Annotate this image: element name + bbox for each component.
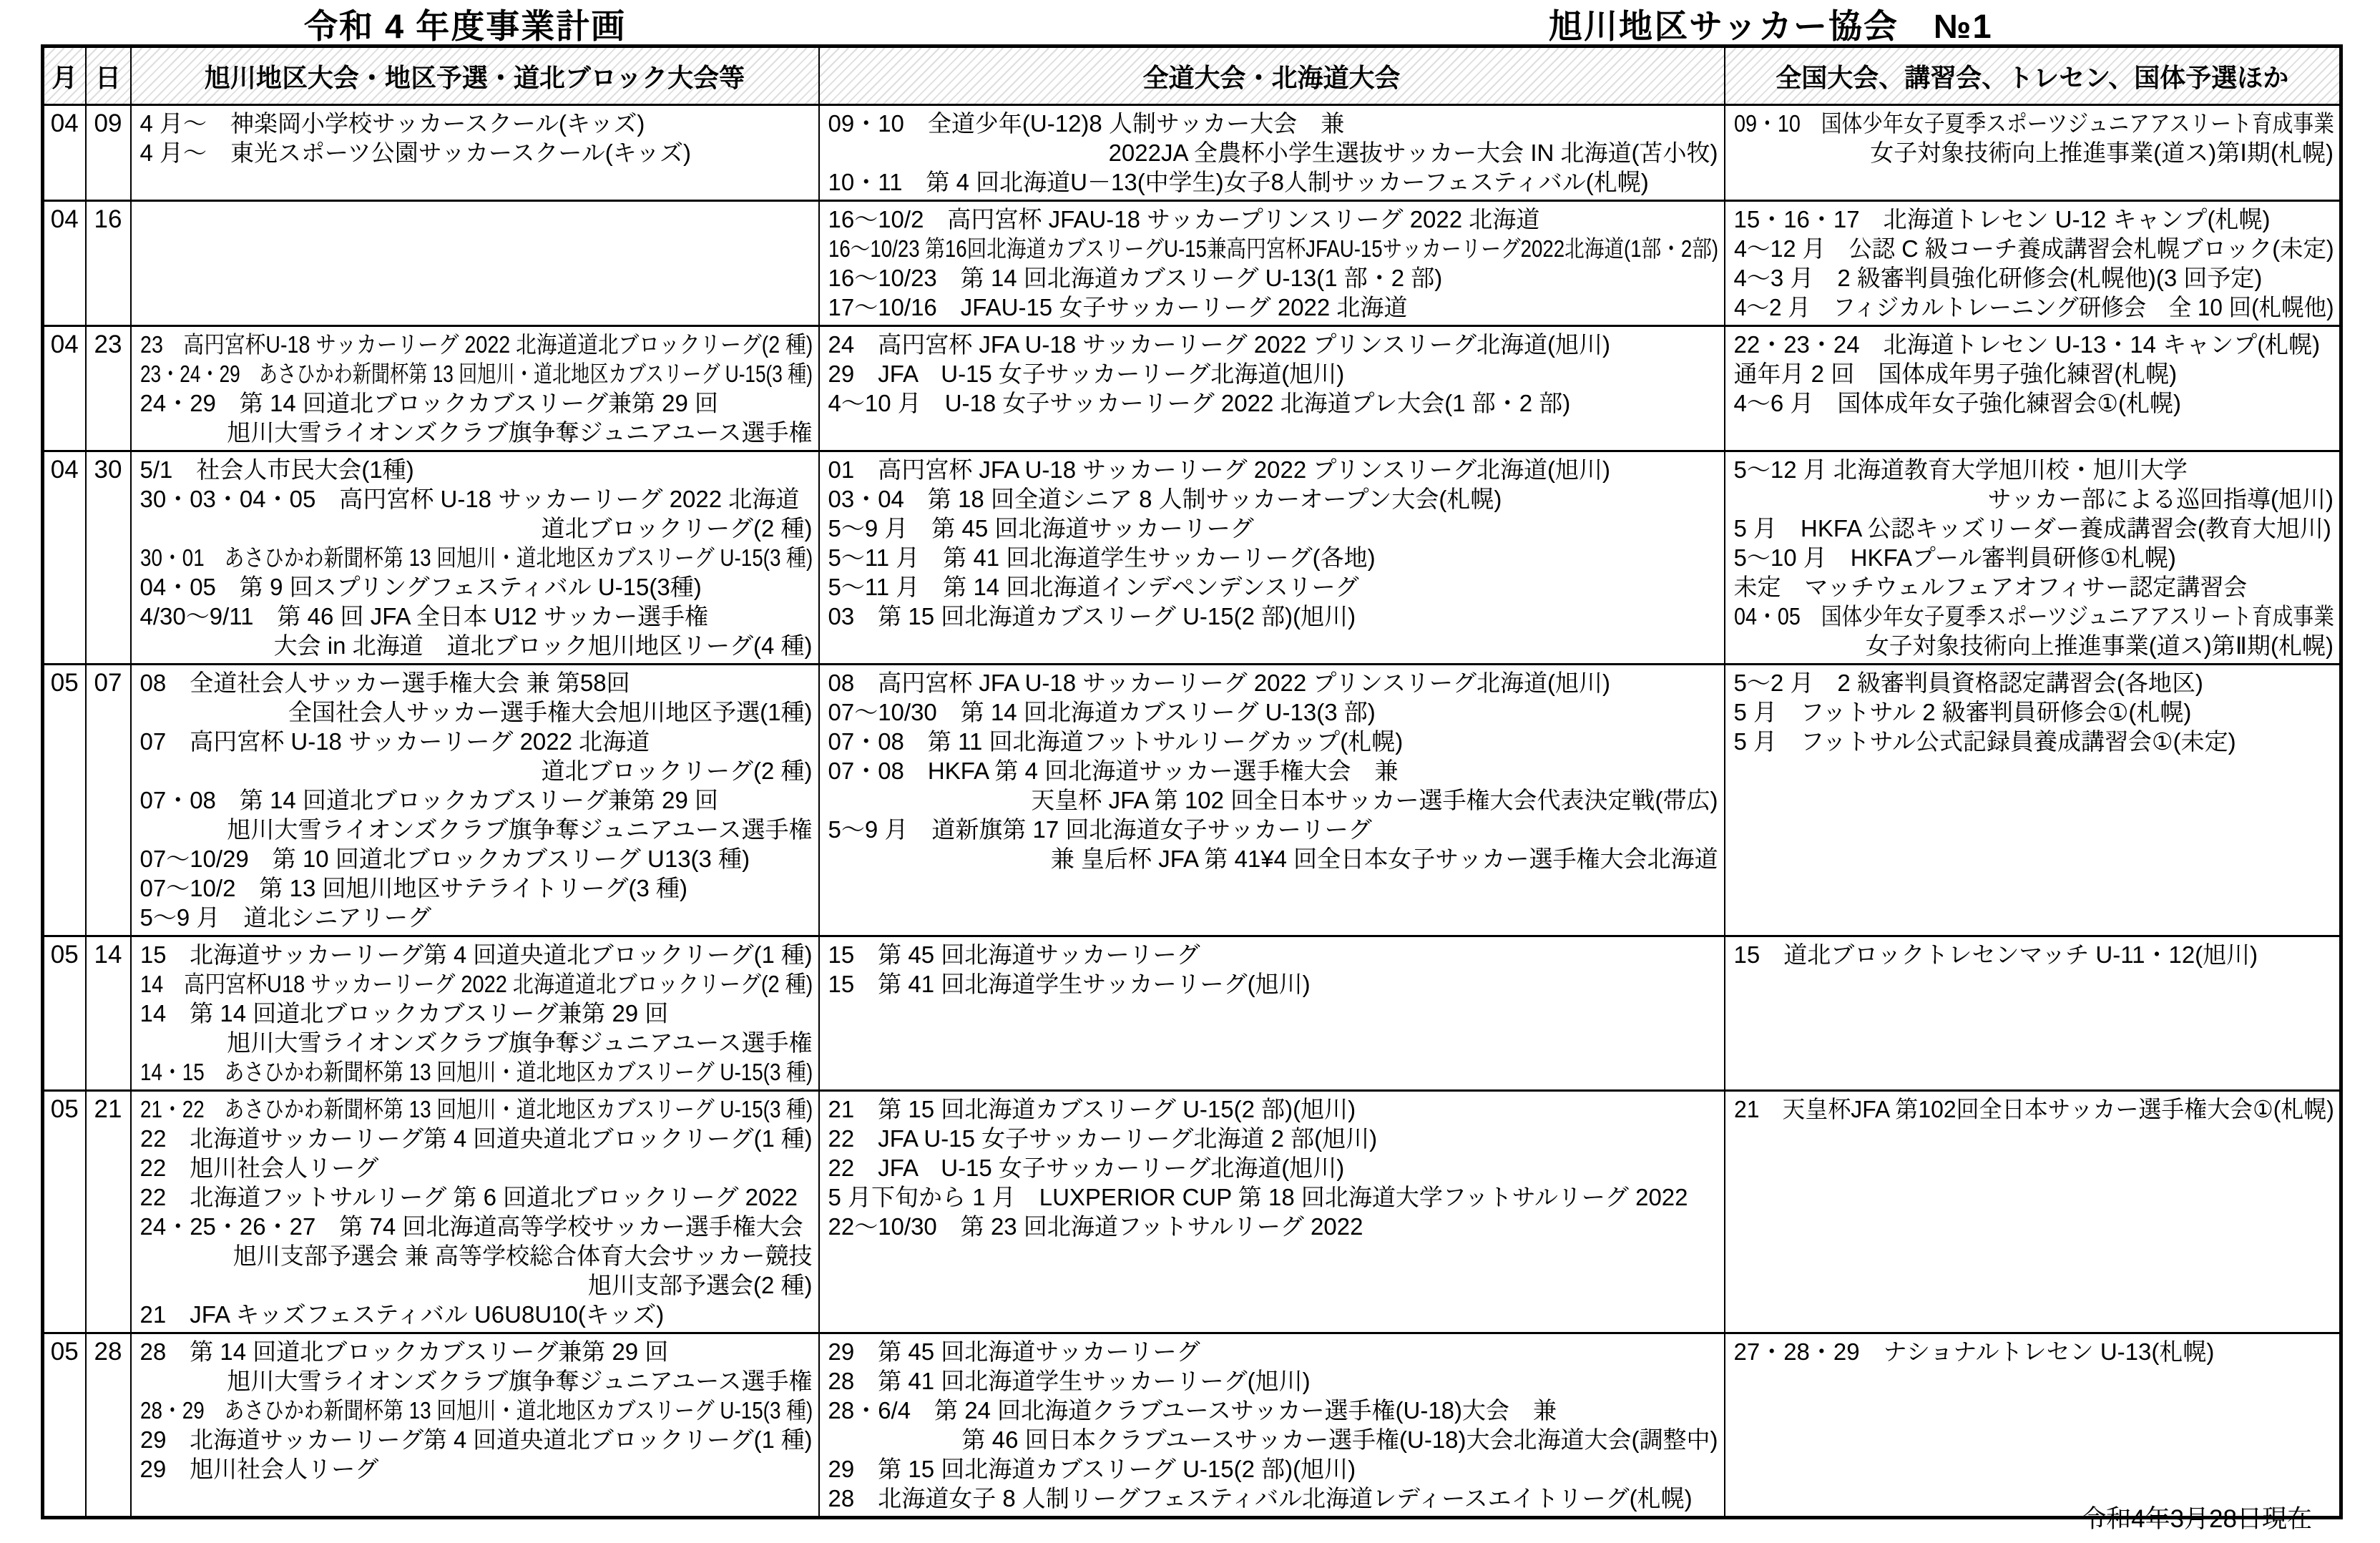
- event-line: 24・29 第 14 回道北ブロックカブスリーグ兼第 29 回: [139, 390, 719, 416]
- table-header: [43, 46, 2341, 105]
- event-line: 08 全道社会人サッカー選手権大会 兼 第58回: [139, 670, 630, 696]
- event-line: 21 第 15 回北海道カブスリーグ U-15(2 部)(旭川): [828, 1096, 1356, 1122]
- event-line: 03 第 15 回北海道カブスリーグ U-15(2 部)(旭川): [828, 603, 1356, 630]
- header-district-events: 旭川地区大会・地区予選・道北ブロック大会等: [131, 46, 819, 105]
- event-line: 旭川大雪ライオンズクラブ旗争奪ジュニアユース選手権: [227, 419, 813, 446]
- month-cell: 04: [43, 451, 86, 665]
- month-cell: 05: [43, 1091, 86, 1333]
- table-row: [43, 105, 2341, 201]
- event-line: 未定 マッチウェルフェアオフィサー認定講習会: [1733, 574, 2248, 600]
- document-date: 令和4年3月28日現在: [2081, 1505, 2312, 1533]
- event-line: 15 道北ブロックトレセンマッチ U-11・12(旭川): [1733, 941, 2258, 968]
- event-line: 01 高円宮杯 JFA U-18 サッカーリーグ 2022 プリンスリーグ北海道(旭川): [828, 456, 1611, 483]
- district-events-cell: [131, 201, 819, 326]
- header-row: [43, 46, 2341, 105]
- day-cell: 14: [86, 936, 131, 1091]
- event-line: 4/30～9/11 第 46 回 JFA 全日本 U12 サッカー選手権: [139, 603, 709, 630]
- event-line: 10・11 第 4 回北海道U－13(中学生)女子8人制サッカーフェスティバル(札幌): [828, 169, 1649, 195]
- day-cell: 16: [86, 201, 131, 326]
- event-line: 全国社会人サッカー選手権大会旭川地区予選(1種): [288, 699, 813, 725]
- event-line: 07・08 HKFA 第 4 回北海道サッカー選手権大会 兼: [828, 758, 1399, 784]
- event-line: 04・05 第 9 回スプリングフェスティバル U-15(3種): [139, 574, 702, 600]
- district-events-cell: [131, 1333, 819, 1518]
- event-line: 14 第 14 回道北ブロックカブスリーグ兼第 29 回: [139, 1000, 669, 1027]
- event-line: 女子対象技術向上推進事業(道ス)第Ⅱ期(札幌): [1865, 632, 2334, 659]
- event-line: 08 高円宮杯 JFA U-18 サッカーリーグ 2022 プリンスリーグ北海道(旭川): [828, 670, 1611, 696]
- table-row: [43, 1333, 2341, 1518]
- event-line: 23 高円宮杯U-18 サッカーリーグ 2022 北海道道北ブロックリーグ(2 種): [139, 331, 813, 358]
- hokkaido-events-cell: [819, 451, 1725, 665]
- table-row: [43, 1091, 2341, 1333]
- event-line: 22～10/30 第 23 回北海道フットサルリーグ 2022: [828, 1213, 1363, 1240]
- month-cell: 04: [43, 201, 86, 326]
- event-line: 大会 in 北海道 道北ブロック旭川地区リーグ(4 種): [273, 632, 813, 659]
- table-row: [43, 451, 2341, 665]
- national-events-cell: [1725, 326, 2341, 451]
- district-events-cell: [131, 665, 819, 936]
- event-line: 2022JA 全農杯小学生選抜サッカー大会 IN 北海道(苫小牧): [1108, 139, 1718, 166]
- hokkaido-events-cell: [819, 665, 1725, 936]
- event-line: 5～10 月 HKFAプール審判員研修①札幌): [1733, 544, 2176, 571]
- national-events-cell: [1725, 201, 2341, 326]
- schedule-body: [43, 105, 2341, 1518]
- event-line: 21 JFA キッズフェスティバル U6U8U10(キッズ): [139, 1301, 665, 1328]
- event-line: 4～3 月 2 級審判員強化研修会(札幌他)(3 回予定): [1733, 265, 2263, 291]
- event-line: 4～6 月 国体成年女子強化練習会①(札幌): [1733, 390, 2181, 416]
- event-line: 27・28・29 ナショナルトレセン U-13(札幌): [1733, 1338, 2215, 1365]
- event-line: 30・01 あさひかわ新聞杯第 13 回旭川・道北地区カブスリーグ U-15(3 種): [139, 544, 813, 571]
- event-line: 旭川大雪ライオンズクラブ旗争奪ジュニアユース選手権: [227, 1368, 813, 1394]
- event-line: 22・23・24 北海道トレセン U-13・14 キャンプ(札幌): [1733, 331, 2321, 358]
- event-line: 旭川大雪ライオンズクラブ旗争奪ジュニアユース選手権: [227, 816, 813, 843]
- event-line: 29 北海道サッカーリーグ第 4 回道央道北ブロックリーグ(1 種): [139, 1426, 813, 1453]
- event-line: 03・04 第 18 回全道シニア 8 人制サッカーオープン大会(札幌): [828, 486, 1502, 512]
- event-line: 30・03・04・05 高円宮杯 U-18 サッカーリーグ 2022 北海道: [139, 486, 800, 512]
- event-line: 旭川大雪ライオンズクラブ旗争奪ジュニアユース選手権: [227, 1029, 813, 1056]
- event-line: 旭川支部予選会(2 種): [588, 1272, 813, 1298]
- event-line: 第 46 回日本クラブユースサッカー選手権(U-18)大会北海道大会(調整中): [961, 1426, 1718, 1453]
- event-line: 24 高円宮杯 JFA U-18 サッカーリーグ 2022 プリンスリーグ北海道(旭川): [828, 331, 1611, 358]
- hokkaido-events-cell: [819, 201, 1725, 326]
- event-line: 16～10/2 高円宮杯 JFAU-18 サッカープリンスリーグ 2022 北海道: [828, 206, 1540, 232]
- event-line: 28・6/4 第 24 回北海道クラブユースサッカー選手権(U-18)大会 兼: [828, 1397, 1557, 1424]
- event-line: 5～11 月 第 41 回北海道学生サッカーリーグ(各地): [828, 544, 1376, 571]
- event-line: 04・05 国体少年女子夏季スポーツジュニアアスリート育成事業: [1733, 603, 2334, 630]
- event-line: 28 第 14 回道北ブロックカブスリーグ兼第 29 回: [139, 1338, 669, 1365]
- event-line: 22 JFA U-15 女子サッカーリーグ北海道 2 部(旭川): [828, 1125, 1378, 1152]
- event-line: 15 北海道サッカーリーグ第 4 回道央道北ブロックリーグ(1 種): [139, 941, 813, 968]
- day-cell: 28: [86, 1333, 131, 1518]
- event-line: 14・15 あさひかわ新聞杯第 13 回旭川・道北地区カブスリーグ U-15(3 種): [139, 1059, 813, 1085]
- event-line: 09・10 国体少年女子夏季スポーツジュニアアスリート育成事業: [1733, 110, 2334, 137]
- national-events-cell: [1725, 936, 2341, 1091]
- month-cell: 04: [43, 105, 86, 201]
- day-cell: 30: [86, 451, 131, 665]
- national-events-cell: [1725, 451, 2341, 665]
- event-line: 女子対象技術向上推進事業(道ス)第Ⅰ期(札幌): [1870, 139, 2334, 166]
- national-events-cell: [1725, 105, 2341, 201]
- month-cell: 04: [43, 326, 86, 451]
- event-line: 4～2 月 フィジカルトレーニング研修会 全 10 回(札幌他): [1733, 294, 2334, 320]
- event-line: 5 月 HKFA 公認キッズリーダー養成講習会(教育大旭川): [1733, 515, 2331, 542]
- event-line: 道北ブロックリーグ(2 種): [541, 515, 813, 542]
- table-row: [43, 201, 2341, 326]
- event-line: 15・16・17 北海道トレセン U-12 キャンプ(札幌): [1733, 206, 2271, 232]
- event-line: 22 北海道フットサルリーグ 第 6 回道北ブロックリーグ 2022: [139, 1184, 798, 1210]
- event-line: 07～10/29 第 10 回道北ブロックカブスリーグ U13(3 種): [139, 846, 750, 872]
- event-line: 29 第 45 回北海道サッカーリーグ: [828, 1338, 1200, 1365]
- event-line: 道北ブロックリーグ(2 種): [541, 758, 813, 784]
- event-line: 15 第 41 回北海道学生サッカーリーグ(旭川): [828, 971, 1311, 997]
- event-line: 15 第 45 回北海道サッカーリーグ: [828, 941, 1200, 968]
- event-line: 21・22 あさひかわ新聞杯第 13 回旭川・道北地区カブスリーグ U-15(3 種): [139, 1096, 813, 1122]
- page-title-right: 旭川地区サッカー協会 №1: [1549, 7, 1993, 45]
- event-line: 5～9 月 第 45 回北海道サッカーリーグ: [828, 515, 1254, 542]
- event-line: 07 高円宮杯 U-18 サッカーリーグ 2022 北海道: [139, 728, 650, 755]
- table-row: [43, 936, 2341, 1091]
- event-line: 4～12 月 公認 C 級コーチ養成講習会札幌ブロック(未定): [1733, 235, 2334, 262]
- page-title-left: 令和 4 年度事業計画: [304, 7, 627, 45]
- national-events-cell: [1725, 1333, 2341, 1518]
- day-cell: 07: [86, 665, 131, 936]
- header-national-events: 全国大会、講習会、トレセン、国体予選ほか: [1725, 46, 2341, 105]
- event-line: 5 月 フットサル 2 級審判員研修会①(札幌): [1733, 699, 2192, 725]
- month-cell: 05: [43, 665, 86, 936]
- event-line: 07～10/2 第 13 回旭川地区サテライトリーグ(3 種): [139, 875, 687, 901]
- event-line: 通年月 2 回 国体成年男子強化練習(札幌): [1733, 361, 2178, 387]
- event-line: 5 月下旬から 1 月 LUXPERIOR CUP 第 18 回北海道大学フットサルリーグ 2022: [828, 1184, 1688, 1210]
- event-line: 5～11 月 第 14 回北海道インデペンデンスリーグ: [828, 574, 1359, 600]
- event-line: 22 旭川社会人リーグ: [139, 1155, 379, 1181]
- table-row: [43, 665, 2341, 936]
- hokkaido-events-cell: [819, 1333, 1725, 1518]
- event-line: 4 月～ 神楽岡小学校サッカースクール(キッズ): [139, 110, 645, 137]
- event-line: 22 JFA U-15 女子サッカーリーグ北海道(旭川): [828, 1155, 1345, 1181]
- event-line: 24・25・26・27 第 74 回北海道高等学校サッカー選手権大会: [139, 1213, 803, 1240]
- day-cell: 21: [86, 1091, 131, 1333]
- event-line: 29 旭川社会人リーグ: [139, 1456, 379, 1482]
- event-line: 5～9 月 道北シニアリーグ: [139, 904, 432, 931]
- event-line: 29 第 15 回北海道カブスリーグ U-15(2 部)(旭川): [828, 1456, 1356, 1482]
- event-line: 5 月 フットサル公式記録員養成講習会①(未定): [1733, 728, 2236, 755]
- hokkaido-events-cell: [819, 1091, 1725, 1333]
- event-line: 17～10/16 JFAU-15 女子サッカーリーグ 2022 北海道: [828, 294, 1408, 320]
- month-cell: 05: [43, 1333, 86, 1518]
- event-line: 21 天皇杯JFA 第102回全日本サッカー選手権大会①(札幌): [1733, 1096, 2334, 1122]
- hokkaido-events-cell: [819, 326, 1725, 451]
- event-line: 09・10 全道少年(U-12)8 人制サッカー大会 兼: [828, 110, 1345, 137]
- table-row: [43, 326, 2341, 451]
- event-line: 4～10 月 U-18 女子サッカーリーグ 2022 北海道プレ大会(1 部・2 部): [828, 390, 1571, 416]
- event-line: 28 北海道女子 8 人制リーグフェスティバル北海道レディースエイトリーグ(札幌): [828, 1485, 1693, 1512]
- event-line: 16～10/23 第16回北海道カブスリーグU-15兼高円宮杯JFAU-15サッカーリーグ2022北海道(1部・2部): [828, 235, 1718, 262]
- title-bar: [0, 0, 2380, 44]
- event-line: 28・29 あさひかわ新聞杯第 13 回旭川・道北地区カブスリーグ U-15(3 種): [139, 1397, 813, 1424]
- event-line: 兼 皇后杯 JFA 第 41¥4 回全日本女子サッカー選手権大会北海道: [1050, 846, 1718, 872]
- event-line: 22 北海道サッカーリーグ第 4 回道央道北ブロックリーグ(1 種): [139, 1125, 813, 1152]
- national-events-cell: [1725, 665, 2341, 936]
- event-line: 5～2 月 2 級審判員資格認定講習会(各地区): [1733, 670, 2203, 696]
- event-line: 07・08 第 11 回北海道フットサルリーグカップ(札幌): [828, 728, 1404, 755]
- event-line: サッカー部による巡回指導(旭川): [1987, 486, 2334, 512]
- event-line: 28 第 41 回北海道学生サッカーリーグ(旭川): [828, 1368, 1311, 1394]
- event-line: 天皇杯 JFA 第 102 回全日本サッカー選手権大会代表決定戦(帯広): [1031, 787, 1718, 813]
- event-line: 29 JFA U-15 女子サッカーリーグ北海道(旭川): [828, 361, 1345, 387]
- month-cell: 05: [43, 936, 86, 1091]
- event-line: 07・08 第 14 回道北ブロックカブスリーグ兼第 29 回: [139, 787, 719, 813]
- district-events-cell: [131, 326, 819, 451]
- district-events-cell: [131, 105, 819, 201]
- district-events-cell: [131, 451, 819, 665]
- event-line: 5/1 社会人市民大会(1種): [139, 456, 414, 483]
- event-line: 14 高円宮杯U18 サッカーリーグ 2022 北海道道北ブロックリーグ(2 種): [139, 971, 813, 997]
- header-month: 月: [43, 46, 86, 105]
- event-line: 16～10/23 第 14 回北海道カブスリーグ U-13(1 部・2 部): [828, 265, 1443, 291]
- event-line: 4 月～ 東光スポーツ公園サッカースクール(キッズ): [139, 139, 692, 166]
- national-events-cell: [1725, 1091, 2341, 1333]
- event-line: 旭川支部予選会 兼 高等学校総合体育大会サッカー競技: [232, 1243, 813, 1269]
- header-day: 日: [86, 46, 131, 105]
- district-events-cell: [131, 936, 819, 1091]
- hokkaido-events-cell: [819, 936, 1725, 1091]
- header-hokkaido-events: 全道大会・北海道大会: [819, 46, 1725, 105]
- day-cell: 23: [86, 326, 131, 451]
- event-line: 5～9 月 道新旗第 17 回北海道女子サッカーリーグ: [828, 816, 1372, 843]
- event-line: 07～10/30 第 14 回北海道カブスリーグ U-13(3 部): [828, 699, 1376, 725]
- day-cell: 09: [86, 105, 131, 201]
- event-line: 23・24・29 あさひかわ新聞杯第 13 回旭川・道北地区カブスリーグ U-15(3 種): [139, 361, 813, 387]
- hokkaido-events-cell: [819, 105, 1725, 201]
- schedule-table: [41, 44, 2343, 1519]
- district-events-cell: [131, 1091, 819, 1333]
- event-line: 5～12 月 北海道教育大学旭川校・旭川大学: [1733, 456, 2188, 483]
